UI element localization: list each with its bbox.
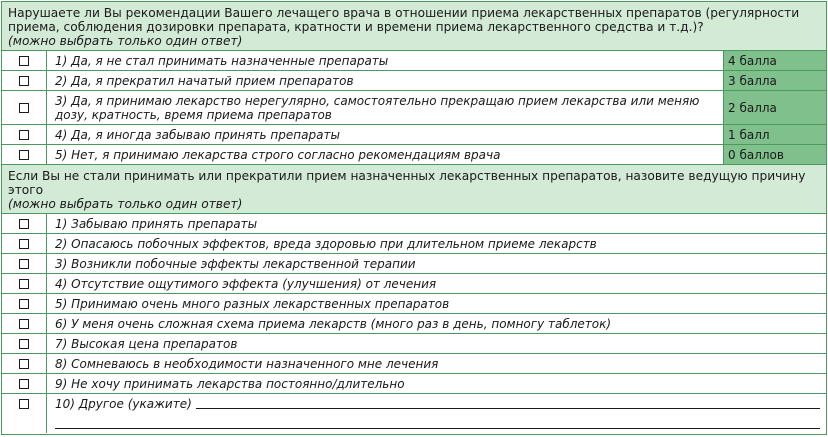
q2-option-3[interactable] bbox=[2, 254, 826, 274]
q2-option-5[interactable] bbox=[2, 294, 826, 314]
q1-option-5-label: 5) Нет, я принимаю лекарства строго согласно рекомендациям врача bbox=[47, 145, 724, 164]
checkbox[interactable] bbox=[19, 56, 29, 66]
q2-option-1-label: 1) Забываю принять препараты bbox=[55, 216, 258, 231]
checkbox[interactable] bbox=[19, 279, 29, 289]
q2-option-3-checkbox-cell[interactable] bbox=[2, 254, 47, 273]
q1-option-1-checkbox-cell[interactable] bbox=[2, 51, 47, 70]
checkbox[interactable] bbox=[19, 399, 29, 409]
q2-option-2-checkbox-cell[interactable] bbox=[2, 234, 47, 253]
q1-option-4-label: 4) Да, я иногда забываю принять препараты bbox=[47, 125, 724, 144]
q2-option-4-label: 4) Отсутствие ощутимого эффекта (улучшения) от лечения bbox=[55, 276, 437, 291]
question-1-title: Нарушаете ли Вы рекомендации Вашего лечащего врача в отношении приема лекарственных препаратов (регулярности приема, соблюдения дозировки препарата, кратности и времени приема лекарственного средства и т.д.)? bbox=[8, 6, 800, 34]
q2-option-4-checkbox-cell[interactable] bbox=[2, 274, 47, 293]
questionnaire-form bbox=[1, 1, 827, 435]
q1-option-2-checkbox-cell[interactable] bbox=[2, 71, 47, 90]
q1-option-1[interactable] bbox=[2, 51, 826, 71]
q1-option-1-label: 1) Да, я не стал принимать назначенные препараты bbox=[47, 51, 724, 70]
q2-option-9-label: 9) Не хочу принимать лекарства постоянно/длительно bbox=[55, 376, 405, 391]
q2-option-1[interactable] bbox=[2, 214, 826, 234]
q1-option-5-score: 0 баллов bbox=[724, 145, 826, 164]
q1-option-3-label: 3) Да, я принимаю лекарство нерегулярно, самостоятельно прекращаю прием лекарства или меняю дозу, кратность, время приема препаратов bbox=[47, 91, 724, 124]
checkbox[interactable] bbox=[19, 259, 29, 269]
q1-option-3-score: 2 балла bbox=[724, 91, 826, 124]
q2-option-10-checkbox-cell[interactable] bbox=[2, 394, 47, 413]
q2-option-6-checkbox-cell[interactable] bbox=[2, 314, 47, 333]
checkbox[interactable] bbox=[19, 239, 29, 249]
question-2-hint: (можно выбрать только один ответ) bbox=[8, 197, 243, 211]
q2-option-10[interactable] bbox=[2, 394, 826, 413]
q2-option-7-label: 7) Высокая цена препаратов bbox=[55, 336, 238, 351]
q2-option-8-checkbox-cell[interactable] bbox=[2, 354, 47, 373]
q1-option-3[interactable] bbox=[2, 91, 826, 125]
q1-option-2-score: 3 балла bbox=[724, 71, 826, 90]
q2-option-4[interactable] bbox=[2, 274, 826, 294]
question-1-header bbox=[2, 2, 826, 51]
q1-option-2[interactable] bbox=[2, 71, 826, 91]
q2-option-9-checkbox-cell[interactable] bbox=[2, 374, 47, 393]
q2-option-7-checkbox-cell[interactable] bbox=[2, 334, 47, 353]
q2-option-5-checkbox-cell[interactable] bbox=[2, 294, 47, 313]
q2-option-1-checkbox-cell[interactable] bbox=[2, 214, 47, 233]
q1-option-2-label: 2) Да, я прекратил начатый прием препаратов bbox=[47, 71, 724, 90]
q2-option-5-label: 5) Принимаю очень много разных лекарственных препаратов bbox=[55, 296, 450, 311]
other-answer-line-2-cell[interactable] bbox=[47, 413, 826, 433]
q1-option-4[interactable] bbox=[2, 125, 826, 145]
question-2-block bbox=[2, 165, 826, 433]
q1-option-3-checkbox-cell[interactable] bbox=[2, 91, 47, 124]
q1-option-4-score: 1 балл bbox=[724, 125, 826, 144]
checkbox[interactable] bbox=[19, 359, 29, 369]
q2-option-6[interactable] bbox=[2, 314, 826, 334]
q2-option-8-label: 8) Сомневаюсь в необходимости назначенного мне лечения bbox=[55, 356, 439, 371]
checkbox[interactable] bbox=[19, 76, 29, 86]
checkbox[interactable] bbox=[19, 319, 29, 329]
q2-option-9[interactable] bbox=[2, 374, 826, 394]
q1-option-5[interactable] bbox=[2, 145, 826, 164]
checkbox[interactable] bbox=[19, 299, 29, 309]
q2-other-continuation bbox=[2, 413, 826, 433]
question-1-block bbox=[2, 2, 826, 165]
q2-option-2-label: 2) Опасаюсь побочных эффектов, вреда здоровью при длительном приеме лекарств bbox=[55, 236, 597, 251]
checkbox[interactable] bbox=[19, 150, 29, 160]
checkbox[interactable] bbox=[19, 339, 29, 349]
q1-option-4-checkbox-cell[interactable] bbox=[2, 125, 47, 144]
checkbox[interactable] bbox=[19, 379, 29, 389]
q2-option-2[interactable] bbox=[2, 234, 826, 254]
q2-option-8[interactable] bbox=[2, 354, 826, 374]
q2-other-continuation-spacer bbox=[2, 413, 47, 433]
checkbox[interactable] bbox=[19, 219, 29, 229]
question-2-header bbox=[2, 165, 826, 214]
question-2-title: Если Вы не стали принимать или прекратили прием назначенных лекарственных препаратов, назовите ведущую причину этого bbox=[8, 169, 806, 197]
q1-option-1-score: 4 балла bbox=[724, 51, 826, 70]
q2-option-10-label-cell bbox=[47, 394, 826, 413]
checkbox[interactable] bbox=[19, 130, 29, 140]
question-1-hint: (можно выбрать только один ответ) bbox=[8, 34, 243, 48]
checkbox[interactable] bbox=[19, 103, 29, 113]
q2-option-7[interactable] bbox=[2, 334, 826, 354]
other-answer-line[interactable] bbox=[196, 396, 820, 409]
other-answer-line-2[interactable] bbox=[55, 428, 820, 429]
q2-option-10-label: 10) Другое (укажите) bbox=[55, 396, 192, 411]
q2-option-3-label: 3) Возникли побочные эффекты лекарственной терапии bbox=[55, 256, 416, 271]
q2-option-6-label: 6) У меня очень сложная схема приема лекарств (много раз в день, помногу таблеток) bbox=[55, 316, 612, 331]
q1-option-5-checkbox-cell[interactable] bbox=[2, 145, 47, 164]
